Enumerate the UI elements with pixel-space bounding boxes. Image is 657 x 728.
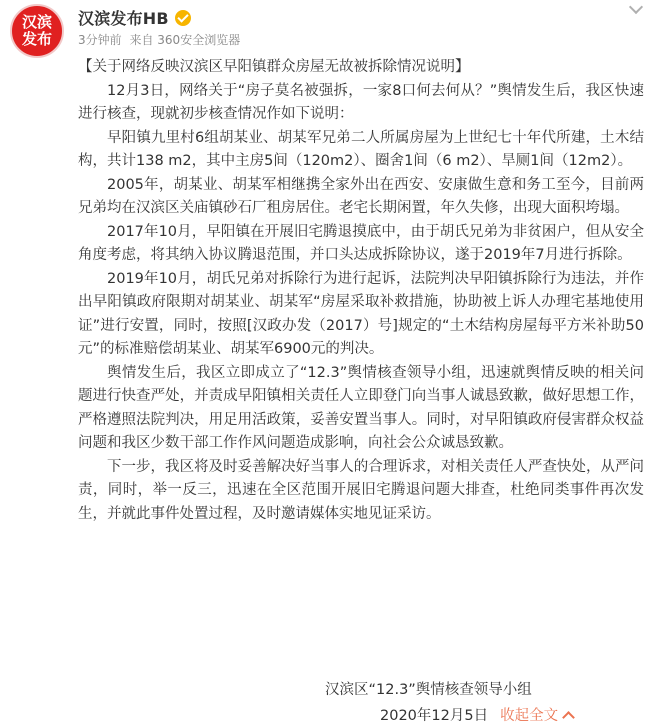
post-header [0, 0, 657, 56]
article-date: 2020年12月5日 [380, 708, 489, 724]
article-paragraph: 2005年，胡某业、胡某军相继携全家外出在西安、安康做生意和务工至今，目前两兄弟均在汉滨区关庙镇砂石厂租房居住。老宅长期闲置，年久失修，出现大面积垮塌。 [78, 176, 644, 216]
chevron-up-icon[interactable] [562, 711, 575, 724]
chevron-down-icon[interactable] [629, 0, 643, 14]
signature: 汉滨区“12.3”舆情核查领导小组 [325, 682, 532, 698]
avatar-text-bottom: 发布 [21, 30, 52, 48]
article-paragraph: 2017年10月，早阳镇在开展旧宅腾退摸底中，由于胡氏兄弟为非贫困户，但从安全角度考虑，将其纳入协议腾退范围，并口头达成拆除协议，遂于2019年7月进行拆除。 [78, 223, 644, 263]
article-paragraph: 下一步，我区将及时妥善解决好当事人的合理诉求，对相关责任人严查快处，从严问责，同时，举一反三，迅速在全区范围开展旧宅腾退问题大排查，杜绝同类事件再次发生，并就此事件处置过程，及时邀请媒体实地见证采访。 [78, 458, 644, 522]
post-meta [78, 31, 244, 48]
verified-badge-icon [175, 10, 191, 26]
article-paragraph: 舆情发生后，我区立即成立了“12.3”舆情核查领导小组，迅速就舆情反映的相关问题进行快查严处，并责成早阳镇相关责任人立即登门向当事人诚恳致歉，做好思想工作，严格遵照法院判决，用足用活政策，妥善安置当事人。同时，对早阳镇政府侵害群众权益问题和我区少数干部工作作风问题造成影响，向社会公众诚恳致歉。 [78, 364, 644, 451]
author-row [78, 6, 191, 29]
post-content [78, 56, 644, 526]
article-paragraph: 2019年10月，胡氏兄弟对拆除行为进行起诉，法院判决早阳镇拆除行为违法，并作出早阳镇政府限期对胡某业、胡某军“房屋采取补救措施，协助被上诉人办理宅基地使用证”进行安置，同时，按照[汉政办发（2017）号]规定的“土木结构房屋每平方米补助50元”的标准赔偿胡某业、胡某军6900元的判决。 [78, 270, 644, 357]
date-row [380, 704, 573, 725]
post-source: 来自 360安全浏览器 [129, 33, 241, 47]
avatar[interactable] [10, 4, 64, 58]
avatar-text-top: 汉滨 [21, 13, 52, 31]
collapse-full-text-link[interactable]: 收起全文 [500, 708, 559, 724]
author-name[interactable]: 汉滨发布HB [78, 9, 169, 28]
article-paragraph: 12月3日，网络关于“房子莫名被强拆，一家8口何去何从？”舆情发生后，我区快速进行核查，现就初步核查情况作如下说明： [78, 82, 644, 122]
article-paragraph: 早阳镇九里村6组胡某业、胡某军兄弟二人所属房屋为上世纪七十年代所建，土木结构，共计138 m2，其中主房5间（120m2）、圈舍1间（6 m2）、旱厕1间（12m2）。 [78, 129, 644, 169]
article-title: 【关于网络反映汉滨区早阳镇群众房屋无故被拆除情况说明】 [78, 59, 470, 75]
post-time: 3分钟前 [78, 33, 122, 47]
